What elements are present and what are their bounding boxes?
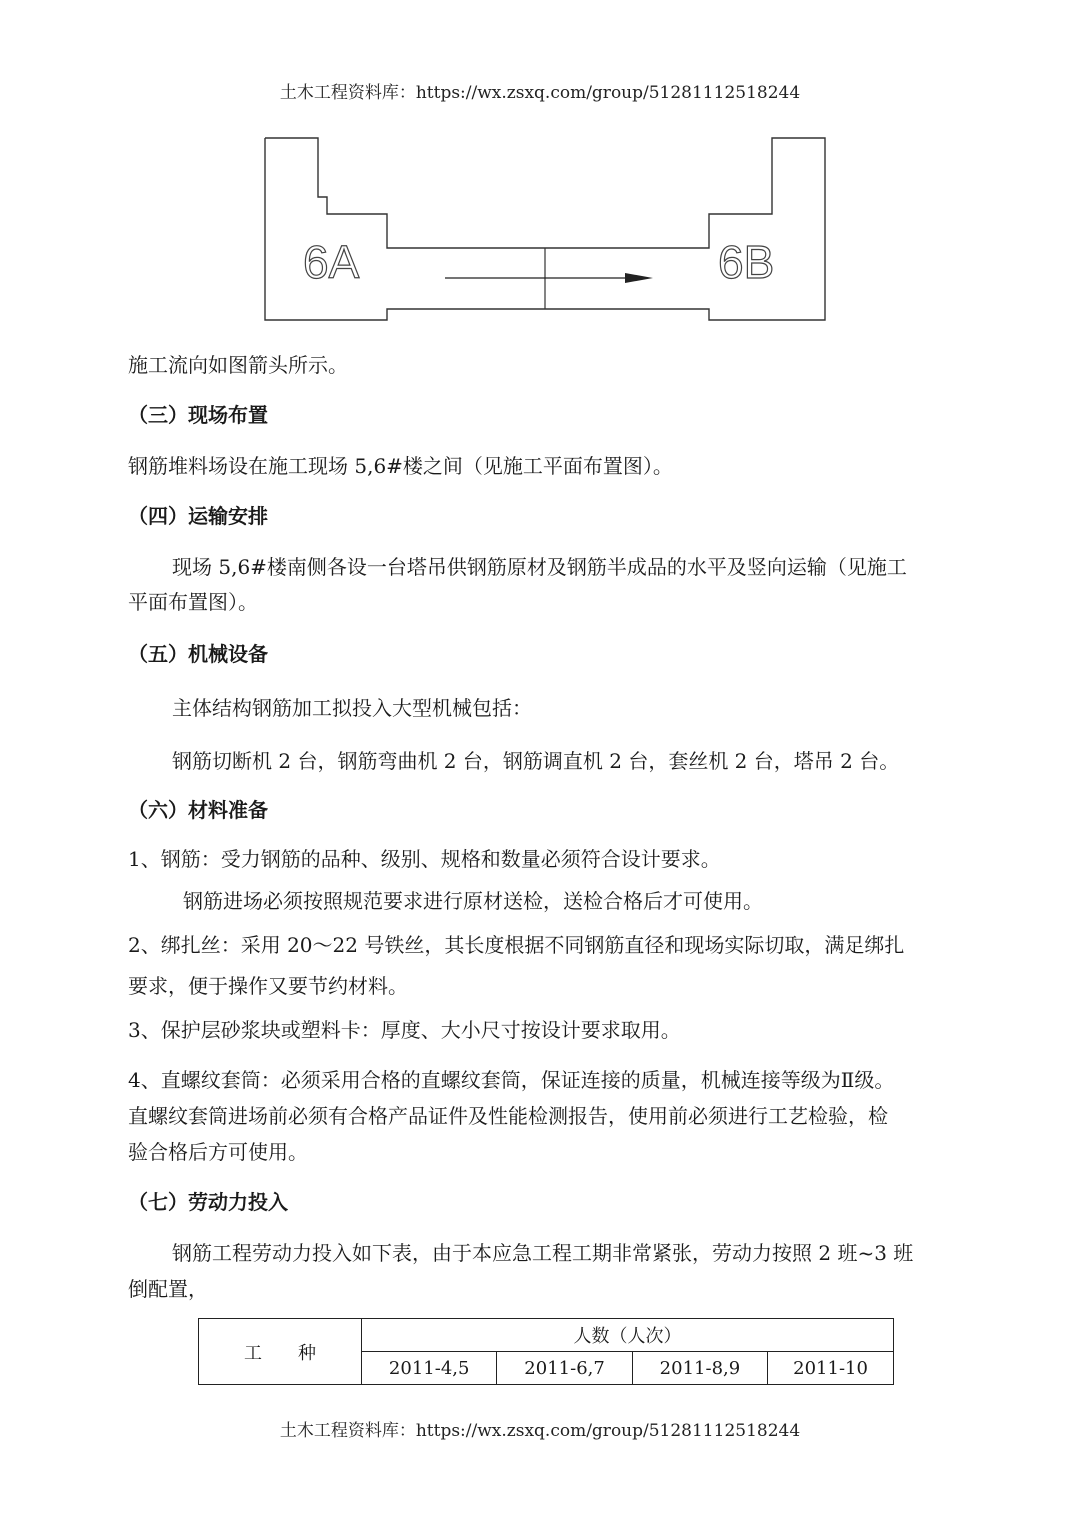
section-4-line-2: 平面布置图）。 — [128, 590, 258, 614]
page-footer: 土木工程资料库：https://wx.zsxq.com/group/51281112518244 — [279, 1421, 801, 1441]
section-3-text: 钢筋堆料场设在施工现场 5,6#楼之间（见施工平面布置图）。 — [128, 454, 673, 478]
period-cell: 2011-8,9 — [632, 1352, 767, 1385]
section-4-line-1: 现场 5,6#楼南侧各设一台塔吊供钢筋原材及钢筋半成品的水平及竖向运输（见施工 — [172, 555, 907, 579]
page-header: 土木工程资料库：https://wx.zsxq.com/group/51281112518244 — [279, 83, 801, 103]
section-5-line-2: 钢筋切断机 2 台，钢筋弯曲机 2 台，钢筋调直机 2 台，套丝机 2 台，塔吊 2 台。 — [172, 749, 900, 773]
labor-table — [198, 1318, 894, 1385]
construction-flow-diagram — [255, 132, 835, 332]
flow-caption: 施工流向如图箭头所示。 — [128, 353, 348, 377]
material-item-2-line-1: 2、绑扎丝：采用 20～22 号铁丝，其长度根据不同钢筋直径和现场实际切取，满足绑扎 — [128, 933, 905, 957]
material-item-3: 3、保护层砂浆块或塑料卡：厚度、大小尺寸按设计要求取用。 — [128, 1018, 681, 1042]
col-kind-header: 工 种 — [199, 1319, 362, 1385]
period-cell: 2011-6,7 — [497, 1352, 632, 1385]
material-item-4-line-2: 直螺纹套筒进场前必须有合格产品证件及性能检测报告，使用前必须进行工艺检验，检 — [128, 1104, 888, 1128]
table-header-row — [199, 1319, 894, 1352]
material-item-4-line-1: 4、直螺纹套筒：必须采用合格的直螺纹套筒，保证连接的质量，机械连接等级为Ⅱ级。 — [128, 1068, 895, 1092]
section-3-title: （三）现场布置 — [128, 403, 268, 427]
section-6-title: （六）材料准备 — [128, 798, 268, 822]
label-6a: 6A — [303, 236, 360, 288]
section-5-title: （五）机械设备 — [128, 642, 268, 666]
flow-arrow-head — [625, 273, 653, 283]
section-5-line-1: 主体结构钢筋加工拟投入大型机械包括： — [172, 696, 532, 720]
col-people-header: 人数（人次） — [362, 1319, 894, 1352]
material-item-1: 1、钢筋：受力钢筋的品种、级别、规格和数量必须符合设计要求。 — [128, 847, 721, 871]
section-7-line-1: 钢筋工程劳动力投入如下表，由于本应急工程工期非常紧张，劳动力按照 2 班~3 班 — [172, 1241, 914, 1265]
material-item-2-line-2: 要求，便于操作又要节约材料。 — [128, 974, 408, 998]
section-7-title: （七）劳动力投入 — [128, 1190, 288, 1214]
period-cell: 2011-10 — [768, 1352, 894, 1385]
material-item-4-line-3: 验合格后方可使用。 — [128, 1140, 308, 1164]
section-4-title: （四）运输安排 — [128, 504, 268, 528]
period-cell: 2011-4,5 — [362, 1352, 497, 1385]
material-item-1-note: 钢筋进场必须按照规范要求进行原材送检，送检合格后才可使用。 — [183, 889, 763, 913]
label-6b: 6B — [718, 236, 775, 288]
section-7-line-2: 倒配置， — [128, 1277, 208, 1301]
